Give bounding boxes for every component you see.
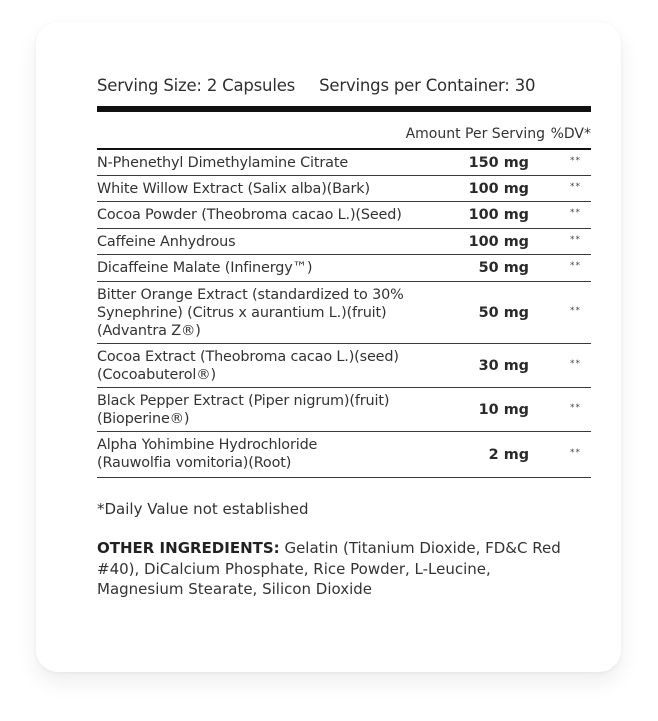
ingredient-dv: ** (570, 305, 581, 316)
ingredient-dv: ** (570, 447, 581, 458)
ingredient-amount: 30 mg (478, 357, 529, 374)
amount-per-serving-header: Amount Per Serving (405, 126, 545, 142)
ingredient-dv: ** (570, 402, 581, 413)
other-ingredients (97, 538, 567, 600)
daily-value-footnote: *Daily Value not established (97, 500, 309, 518)
ingredient-amount: 2 mg (488, 446, 529, 463)
servings-per-container-label: Servings per Container: (319, 76, 510, 95)
daily-value-header: %DV* (550, 126, 591, 142)
ingredient-amount: 10 mg (478, 401, 529, 418)
servings-per-container-value: 30 (514, 76, 536, 95)
ingredient-amount: 50 mg (478, 304, 529, 321)
ingredient-name: Dicaffeine Malate (Infinergy™) (97, 260, 313, 276)
ingredient-dv: ** (570, 208, 581, 218)
serving-info (97, 76, 591, 95)
table-row (97, 432, 591, 478)
ingredient-name: Bitter Orange Extract (standardized to 30% Synephrine) (Citrus x aurantium L.)(fruit)(Advantra Z®) (97, 287, 404, 339)
serving-size-label: Serving Size: (97, 76, 202, 95)
ingredient-amount: 150 mg (468, 154, 529, 171)
table-row (97, 388, 591, 432)
table-row (97, 176, 591, 202)
ingredient-amount: 100 mg (468, 207, 529, 223)
table-row (97, 282, 591, 344)
ingredient-dv: ** (570, 261, 581, 271)
ingredient-name: Cocoa Extract (Theobroma cacao L.)(seed) (Cocoabuterol®) (97, 349, 399, 383)
supplement-facts-card (36, 22, 621, 672)
table-row (97, 229, 591, 255)
table-row (97, 202, 591, 229)
ingredient-dv: ** (570, 181, 581, 192)
table-row (97, 150, 591, 176)
table-row (97, 344, 591, 388)
ingredient-name: Cocoa Powder (Theobroma cacao L.)(Seed) (97, 207, 402, 223)
ingredient-name: Caffeine Anhydrous (97, 234, 236, 250)
ingredient-amount: 50 mg (478, 260, 529, 276)
ingredients-table (97, 150, 591, 478)
ingredient-name: Alpha Yohimbine Hydrochloride (Rauwolfia vomitoria)(Root) (97, 437, 318, 471)
ingredient-name: Black Pepper Extract (Piper nigrum)(fruit) (Bioperine®) (97, 393, 390, 427)
other-ingredients-label: OTHER INGREDIENTS: (97, 539, 280, 557)
ingredient-dv: ** (570, 155, 581, 166)
other-ingredients-text: Gelatin (Titanium Dioxide, FD&C Red #40), DiCalcium Phosphate, Rice Powder, L-Leucine, Magnesium Stearate, Silicon Dioxide (97, 539, 561, 598)
serving-size-value: 2 Capsules (206, 76, 296, 95)
ingredient-amount: 100 mg (468, 233, 529, 250)
ingredient-name: White Willow Extract (Salix alba)(Bark) (97, 181, 370, 197)
ingredient-amount: 100 mg (468, 180, 529, 197)
thick-divider (97, 106, 591, 112)
ingredient-dv: ** (570, 234, 581, 245)
ingredient-dv: ** (570, 358, 581, 369)
table-row (97, 255, 591, 282)
ingredient-name: N-Phenethyl Dimethylamine Citrate (97, 155, 349, 171)
